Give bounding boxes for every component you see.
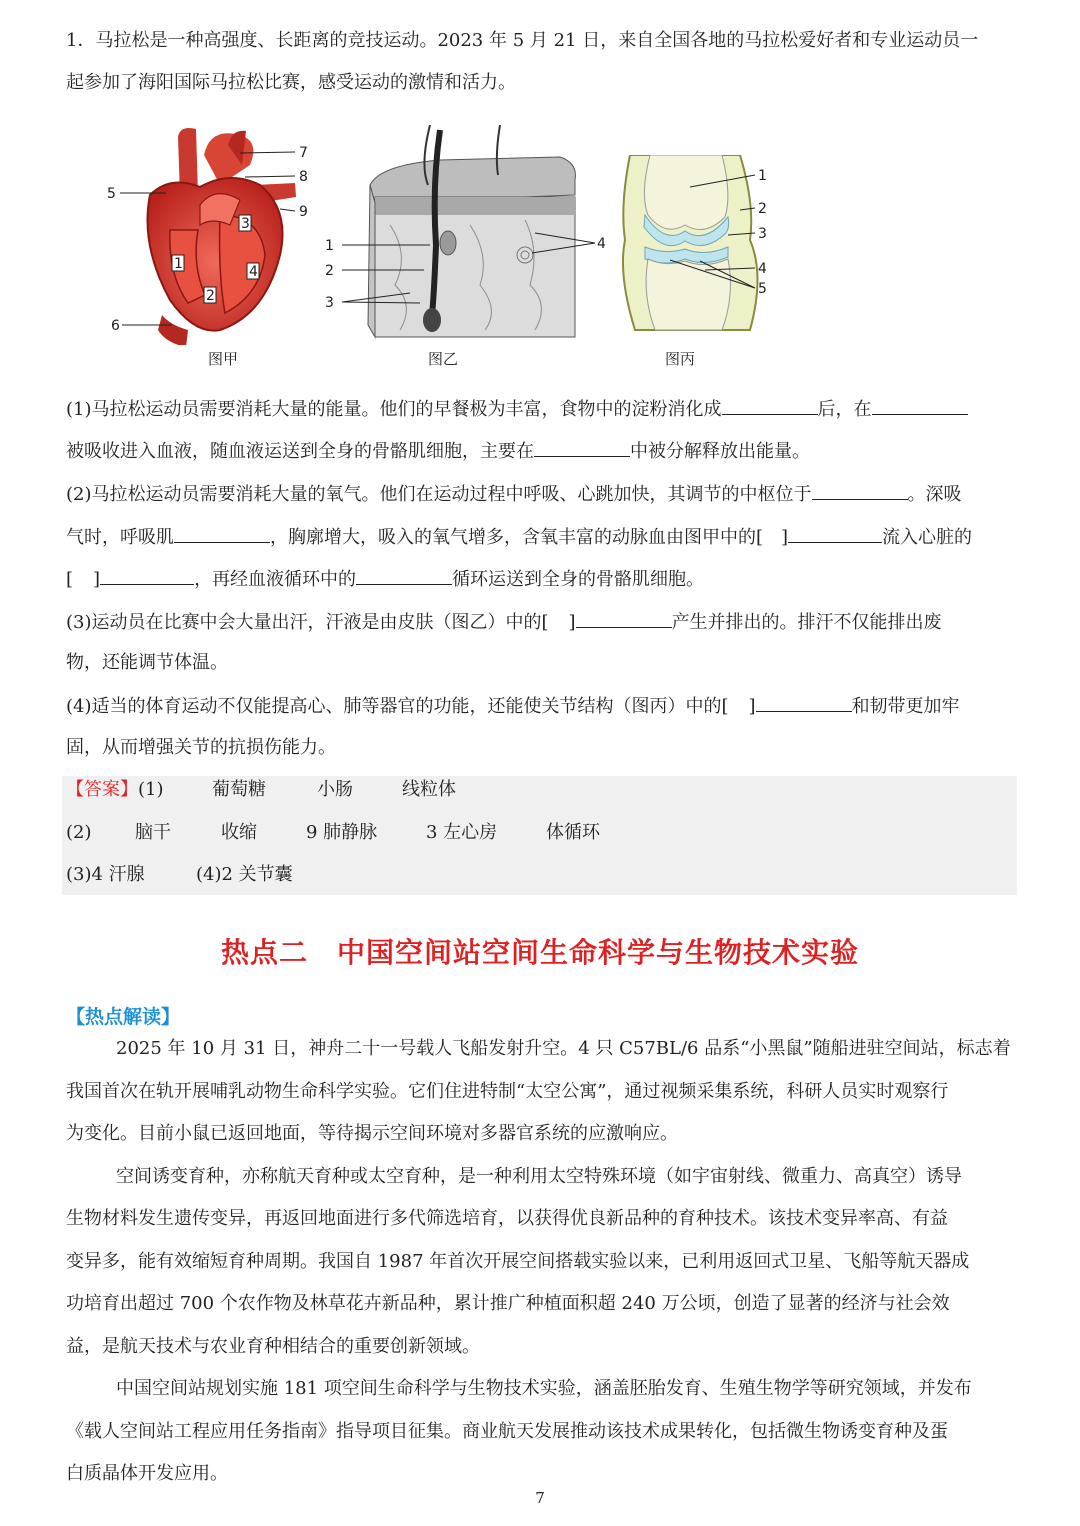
- answer-blank[interactable]: [356, 567, 452, 585]
- body-para-1-line-2: 我国首次在轨开展哺乳动物生命科学实验。它们住进特制“太空公寓”，通过视频采集系统，科研人员实时观察行: [66, 1081, 949, 1102]
- joint-caption: 图丙: [665, 350, 696, 368]
- answer-row-1-number: (1): [138, 779, 164, 800]
- heart-label-5: 5: [107, 186, 116, 202]
- heart-box-1: 1: [174, 256, 183, 272]
- subquestion-2-text-g: 循环运送到全身的骨骼肌细胞。: [452, 569, 705, 590]
- joint-label-5: 5: [758, 281, 767, 297]
- answer-row-3-part-a: (3)4 汗腺: [66, 864, 145, 885]
- skin-label-4: 4: [597, 236, 606, 252]
- answer-row-2-number: (2): [66, 822, 92, 843]
- subquestion-2-text-d: ，胸廓增大，吸入的氧气增多，含氧丰富的动脉血由图甲中的[: [270, 527, 764, 548]
- hot-topic-tag: 【热点解读】: [66, 1006, 181, 1028]
- body-para-3-line-3: 白质晶体开发应用。: [66, 1463, 228, 1484]
- joint-label-1: 1: [758, 168, 767, 184]
- bracket-close: ]: [93, 569, 101, 590]
- joint-label-2: 2: [758, 201, 767, 217]
- joint-label-4: 4: [758, 261, 767, 277]
- answer-row-3-part-b: (4)2 关节囊: [196, 864, 293, 885]
- skin-diagram: [320, 125, 615, 345]
- skin-label-2: 2: [325, 263, 334, 279]
- heart-box-2: 2: [206, 288, 215, 304]
- question-intro-line-2: 起参加了海阳国际马拉松比赛，感受运动的激情和活力。: [66, 72, 516, 93]
- subquestion-2-text-c: 气时，呼吸肌: [66, 527, 174, 548]
- answer-item: 体循环: [546, 822, 600, 843]
- body-para-2-line-4: 功培育出超过 700 个农作物及林草花卉新品种，累计推广种植面积超 240 万公顷，创造了显著的经济与社会效: [66, 1293, 950, 1314]
- subquestion-2-text-f: ，再经血液循环中的: [194, 569, 357, 590]
- subquestion-1-text-b: 后，在: [817, 399, 872, 420]
- subquestion-2-line-1: [66, 482, 962, 506]
- heart-figure: [100, 125, 330, 345]
- subquestion-4-text-a: (4)适当的体育运动不仅能提高心、肺等器官的功能，还能使关节结构（图丙）中的[: [66, 696, 729, 717]
- body-para-3-line-2: 《载人空间站工程应用任务指南》指导项目征集。商业航天发展推动该技术成果转化，包括微生物诱变育种及蛋: [66, 1421, 948, 1442]
- answer-item: 小肠: [317, 779, 353, 800]
- answer-blank[interactable]: [788, 525, 882, 543]
- page-number: 7: [535, 1489, 545, 1507]
- answer-blank[interactable]: [872, 397, 968, 415]
- joint-figure: [610, 155, 790, 345]
- subquestion-3-line-2: 物，还能调节体温。: [66, 652, 228, 673]
- answer-item: 9 肺静脉: [306, 822, 378, 843]
- subquestion-4-text-b: 和韧带更加牢: [851, 696, 960, 717]
- answer-blank[interactable]: [576, 610, 672, 628]
- answer-item: 线粒体: [402, 779, 456, 800]
- body-para-2-line-1: 空间诱变育种，亦称航天育种或太空育种，是一种利用太空特殊环境（如宇宙射线、微重力、高真空）诱导: [116, 1166, 962, 1187]
- heart-label-9: 9: [299, 204, 308, 220]
- subquestion-2-text-b: 。深吸: [907, 484, 962, 505]
- skin-label-1: 1: [325, 238, 334, 254]
- heart-caption: 图甲: [208, 350, 239, 368]
- body-para-2-line-5: 益，是航天技术与农业育种相结合的重要创新领域。: [66, 1336, 480, 1357]
- subquestion-4-line-2: 固，从而增强关节的抗损伤能力。: [66, 737, 336, 758]
- answer-item: 葡萄糖: [212, 779, 266, 800]
- subquestion-1-text-a: (1)马拉松运动员需要消耗大量的能量。他们的早餐极为丰富，食物中的淀粉消化成: [66, 399, 722, 420]
- body-para-1-line-1: 2025 年 10 月 31 日，神舟二十一号载人飞船发射升空。4 只 C57BL/6 品系“小黑鼠”随船进驻空间站，标志着: [116, 1038, 1011, 1059]
- joint-label-3: 3: [758, 226, 767, 242]
- heart-diagram: [100, 125, 330, 345]
- skin-caption: 图乙: [428, 350, 459, 368]
- answer-row-1: [66, 779, 164, 801]
- subquestion-3-text-a: (3)运动员在比赛中会大量出汗，汗液是由皮肤（图乙）中的[: [66, 612, 549, 633]
- skin-label-3: 3: [325, 295, 334, 311]
- body-para-2-line-3: 变异多，能有效缩短育种周期。我国自 1987 年首次开展空间搭载实验以来，已利用返回式卫星、飞船等航天器成: [66, 1251, 970, 1272]
- subquestion-1-text-d: 中被分解释放出能量。: [630, 441, 810, 462]
- answer-item: 脑干: [135, 822, 171, 843]
- heart-label-8: 8: [299, 169, 308, 185]
- answer-blank[interactable]: [174, 525, 270, 543]
- bracket-close: ]: [748, 696, 756, 717]
- subquestion-1-text-c: 被吸收进入血液，随血液运送到全身的骨骼肌细胞，主要在: [66, 441, 534, 462]
- subquestion-2-line-2: [66, 525, 972, 549]
- subquestion-2-text-a: (2)马拉松运动员需要消耗大量的氧气。他们在运动过程中呼吸、心跳加快，其调节的中枢位于: [66, 484, 812, 505]
- body-para-2-line-2: 生物材料发生遗传变异，再返回地面进行多代筛选培育，以获得优良新品种的育种技术。该技术变异率高、有益: [66, 1208, 948, 1229]
- bracket-open: [: [66, 569, 74, 590]
- joint-diagram: [610, 155, 790, 345]
- answer-item: 3 左心房: [426, 822, 498, 843]
- skin-figure: [320, 125, 615, 345]
- answer-item: 收缩: [221, 822, 257, 843]
- body-para-1-line-3: 为变化。目前小鼠已返回地面，等待揭示空间环境对多器官系统的应激响应。: [66, 1123, 678, 1144]
- bracket-close: ]: [568, 612, 576, 633]
- subquestion-3-line-1: [66, 610, 942, 634]
- answer-tag: 【答案】: [66, 779, 138, 800]
- question-intro-line-1: 1．马拉松是一种高强度、长距离的竞技运动。2023 年 5 月 21 日，来自全国各地的马拉松爱好者和专业运动员一: [66, 30, 979, 51]
- subquestion-1-line-1: [66, 397, 968, 421]
- answer-blank[interactable]: [812, 482, 908, 500]
- bracket-close: ]: [781, 527, 789, 548]
- answer-blank[interactable]: [722, 397, 818, 415]
- heart-label-7: 7: [299, 145, 308, 161]
- subquestion-4-line-1: [66, 694, 960, 718]
- answer-blank[interactable]: [100, 567, 194, 585]
- section-title: 热点二 中国空间站空间生命科学与生物技术实验: [220, 936, 859, 969]
- answer-blank[interactable]: [756, 694, 852, 712]
- heart-box-4: 4: [249, 264, 258, 280]
- heart-box-3: 3: [241, 216, 250, 232]
- subquestion-2-text-e: 流入心脏的: [882, 527, 973, 548]
- heart-label-6: 6: [111, 318, 120, 334]
- subquestion-2-line-3: [66, 567, 704, 591]
- subquestion-3-text-b: 产生并排出的。排汗不仅能排出废: [671, 612, 942, 633]
- body-para-3-line-1: 中国空间站规划实施 181 项空间生命科学与生物技术实验，涵盖胚胎发育、生殖生物学等研究领域，并发布: [116, 1378, 972, 1399]
- answer-blank[interactable]: [534, 439, 630, 457]
- subquestion-1-line-2: [66, 439, 810, 463]
